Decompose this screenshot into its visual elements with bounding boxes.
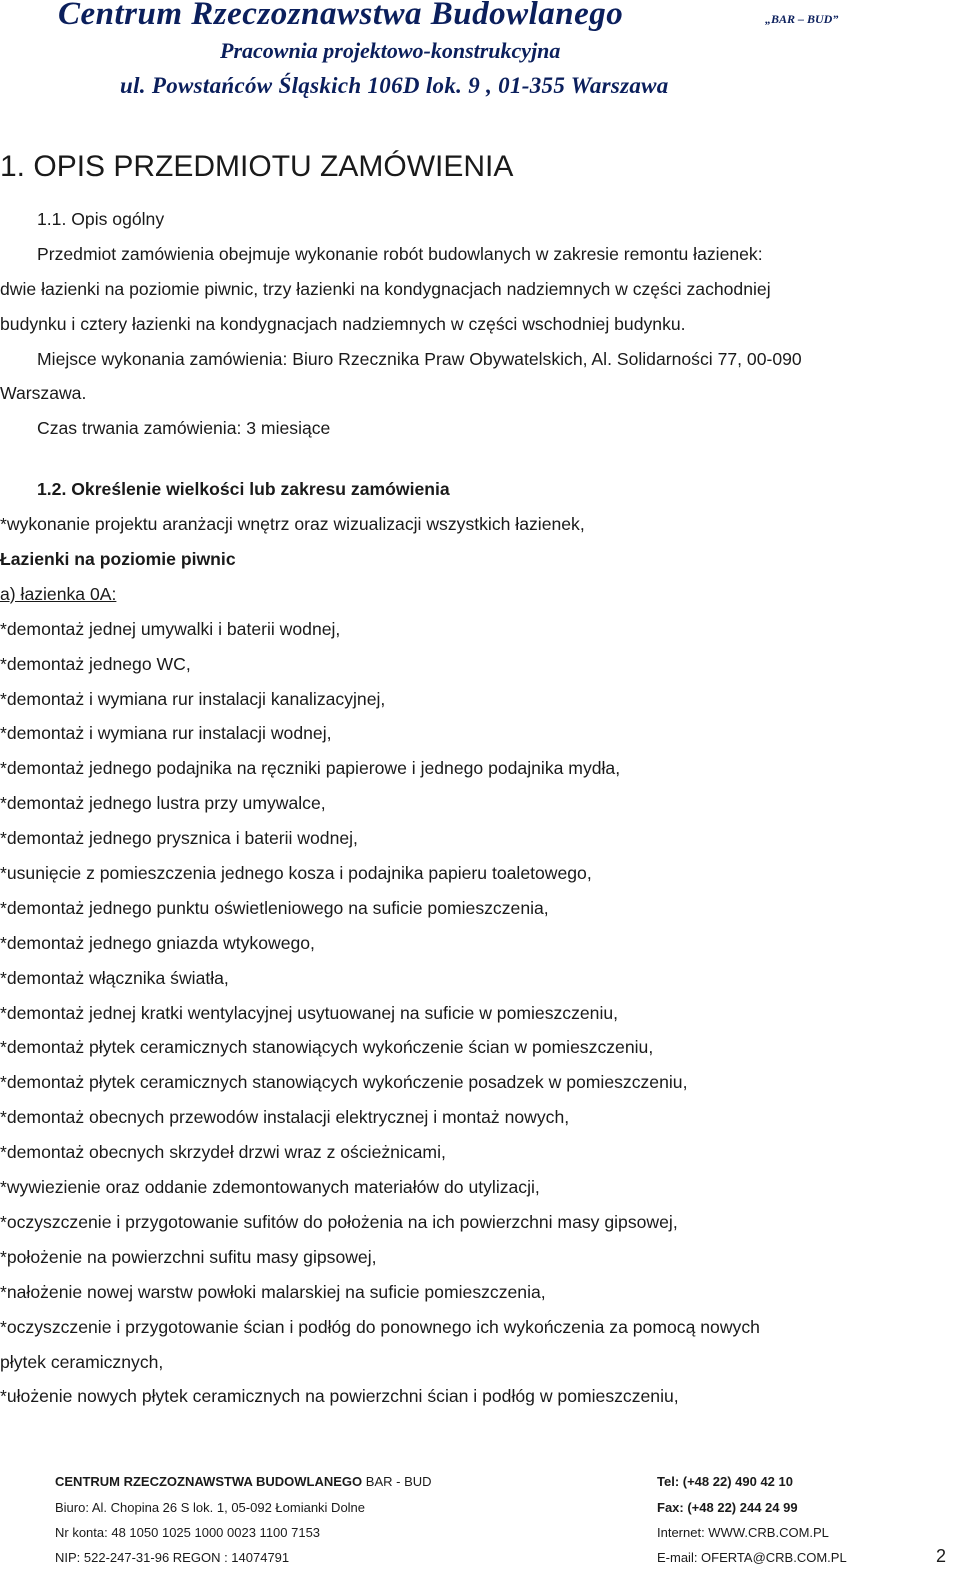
footer-nip: NIP: 522-247-31-96 REGON : 14074791 [55,1550,290,1565]
list-item: *demontaż włącznika światła, [0,967,229,988]
page-number: 2 [936,1546,947,1566]
list-item: *demontaż i wymiana rur instalacji kanalizacyjnej, [0,688,386,709]
footer-office: Biuro: Al. Chopina 26 S lok. 1, 05-092 Łomianki Dolne [55,1500,366,1515]
list-item: *oczyszczenie i przygotowanie ścian i podłóg do ponownego ich wykończenia za pomocą nowych [0,1316,760,1337]
footer-account: Nr konta: 48 1050 1025 1000 0023 1100 7153 [55,1525,321,1540]
footer-company [55,1474,432,1489]
company-brand: „BAR – BUD” [765,12,839,26]
list-item: *demontaż płytek ceramicznych stanowiących wykończenie ścian w pomieszczeniu, [0,1037,654,1058]
scope-intro: *wykonanie projektu aranżacji wnętrz oraz wizualizacji wszystkich łazienek, [0,514,585,535]
footer-internet: Internet: WWW.CRB.COM.PL [657,1525,829,1540]
company-name: Centrum Rzeczoznawstwa Budowlanego [58,0,624,32]
general-heading: 1.1. Opis ogólny [37,209,165,229]
list-item: *demontaż płytek ceramicznych stanowiących wykończenie posadzek w pomieszczeniu, [0,1072,688,1093]
company-address: ul. Powstańców Śląskich 106D lok. 9 , 01-355 Warszawa [120,73,669,98]
list-item: *demontaż jednego gniazda wtykowego, [0,932,315,953]
footer-company-name: CENTRUM RZECZOZNAWSTWA BUDOWLANEGO [55,1474,363,1489]
list-item: *demontaż obecnych przewodów instalacji elektrycznej i montaż nowych, [0,1107,570,1128]
list-item: *demontaż obecnych skrzydeł drzwi wraz z ościeżnicami, [0,1142,446,1163]
list-item: *wywiezienie oraz oddanie zdemontowanych materiałów do utylizacji, [0,1177,540,1198]
scope-heading: 1.2. Określenie wielkości lub zakresu zamówienia [37,479,450,500]
list-item: *położenie na powierzchni sufitu masy gipsowej, [0,1246,377,1267]
footer-company-brand: BAR - BUD [362,1474,432,1489]
list-item: *demontaż jednego lustra przy umywalce, [0,793,326,814]
list-item: *ułożenie nowych płytek ceramicznych na powierzchni ścian i podłóg w pomieszczeniu, [0,1386,679,1407]
place-line: Miejsce wykonania zamówienia: Biuro Rzecznika Praw Obywatelskich, Al. Solidarności 77, 00-090 [37,348,802,369]
list-item: *nałożenie nowej warstw powłoki malarskiej na suficie pomieszczenia, [0,1281,546,1302]
scope-subheading: Łazienki na poziomie piwnic [0,549,236,570]
document-body [0,202,940,1414]
scope-item-list [0,612,940,1414]
list-item: płytek ceramicznych, [0,1351,164,1372]
paragraph-line: dwie łazienki na poziomie piwnic, trzy łazienki na kondygnacjach nadziemnych w części zachodniej [0,278,771,299]
list-item: *demontaż jednej kratki wentylacyjnej usytuowanej na suficie w pomieszczeniu, [0,1002,619,1023]
section-title: 1. OPIS PRZEDMIOTU ZAMÓWIENIA [0,150,514,183]
footer-fax: Fax: (+48 22) 244 24 99 [657,1500,798,1515]
paragraph-line: Przedmiot zamówienia obejmuje wykonanie robót budowlanych w zakresie remontu łazienek: [37,243,763,264]
list-item: *demontaż jednej umywalki i baterii wodnej, [0,618,341,639]
footer-email: E-mail: OFERTA@CRB.COM.PL [657,1550,847,1565]
company-subtitle: Pracownia projektowo-konstrukcyjna [220,38,561,63]
list-item: *usunięcie z pomieszczenia jednego kosza i podajnika papieru toaletowego, [0,863,592,884]
list-item: *demontaż jednego prysznica i baterii wodnej, [0,828,358,849]
list-item: *demontaż jednego WC, [0,653,191,674]
footer-tel: Tel: (+48 22) 490 42 10 [657,1474,793,1489]
duration-line: Czas trwania zamówienia: 3 miesiące [37,418,331,439]
list-item: *demontaż jednego punktu oświetleniowego na suficie pomieszczenia, [0,897,549,918]
room-label: a) łazienka 0A: [0,583,117,604]
list-item: *demontaż jednego podajnika na ręczniki papierowe i jednego podajnika mydła, [0,758,621,779]
list-item: *demontaż i wymiana rur instalacji wodnej, [0,723,332,744]
list-item: *oczyszczenie i przygotowanie sufitów do położenia na ich powierzchni masy gipsowej, [0,1211,678,1232]
paragraph-line: budynku i cztery łazienki na kondygnacjach nadziemnych w części wschodniej budynku. [0,313,686,334]
place-line: Warszawa. [0,383,87,404]
